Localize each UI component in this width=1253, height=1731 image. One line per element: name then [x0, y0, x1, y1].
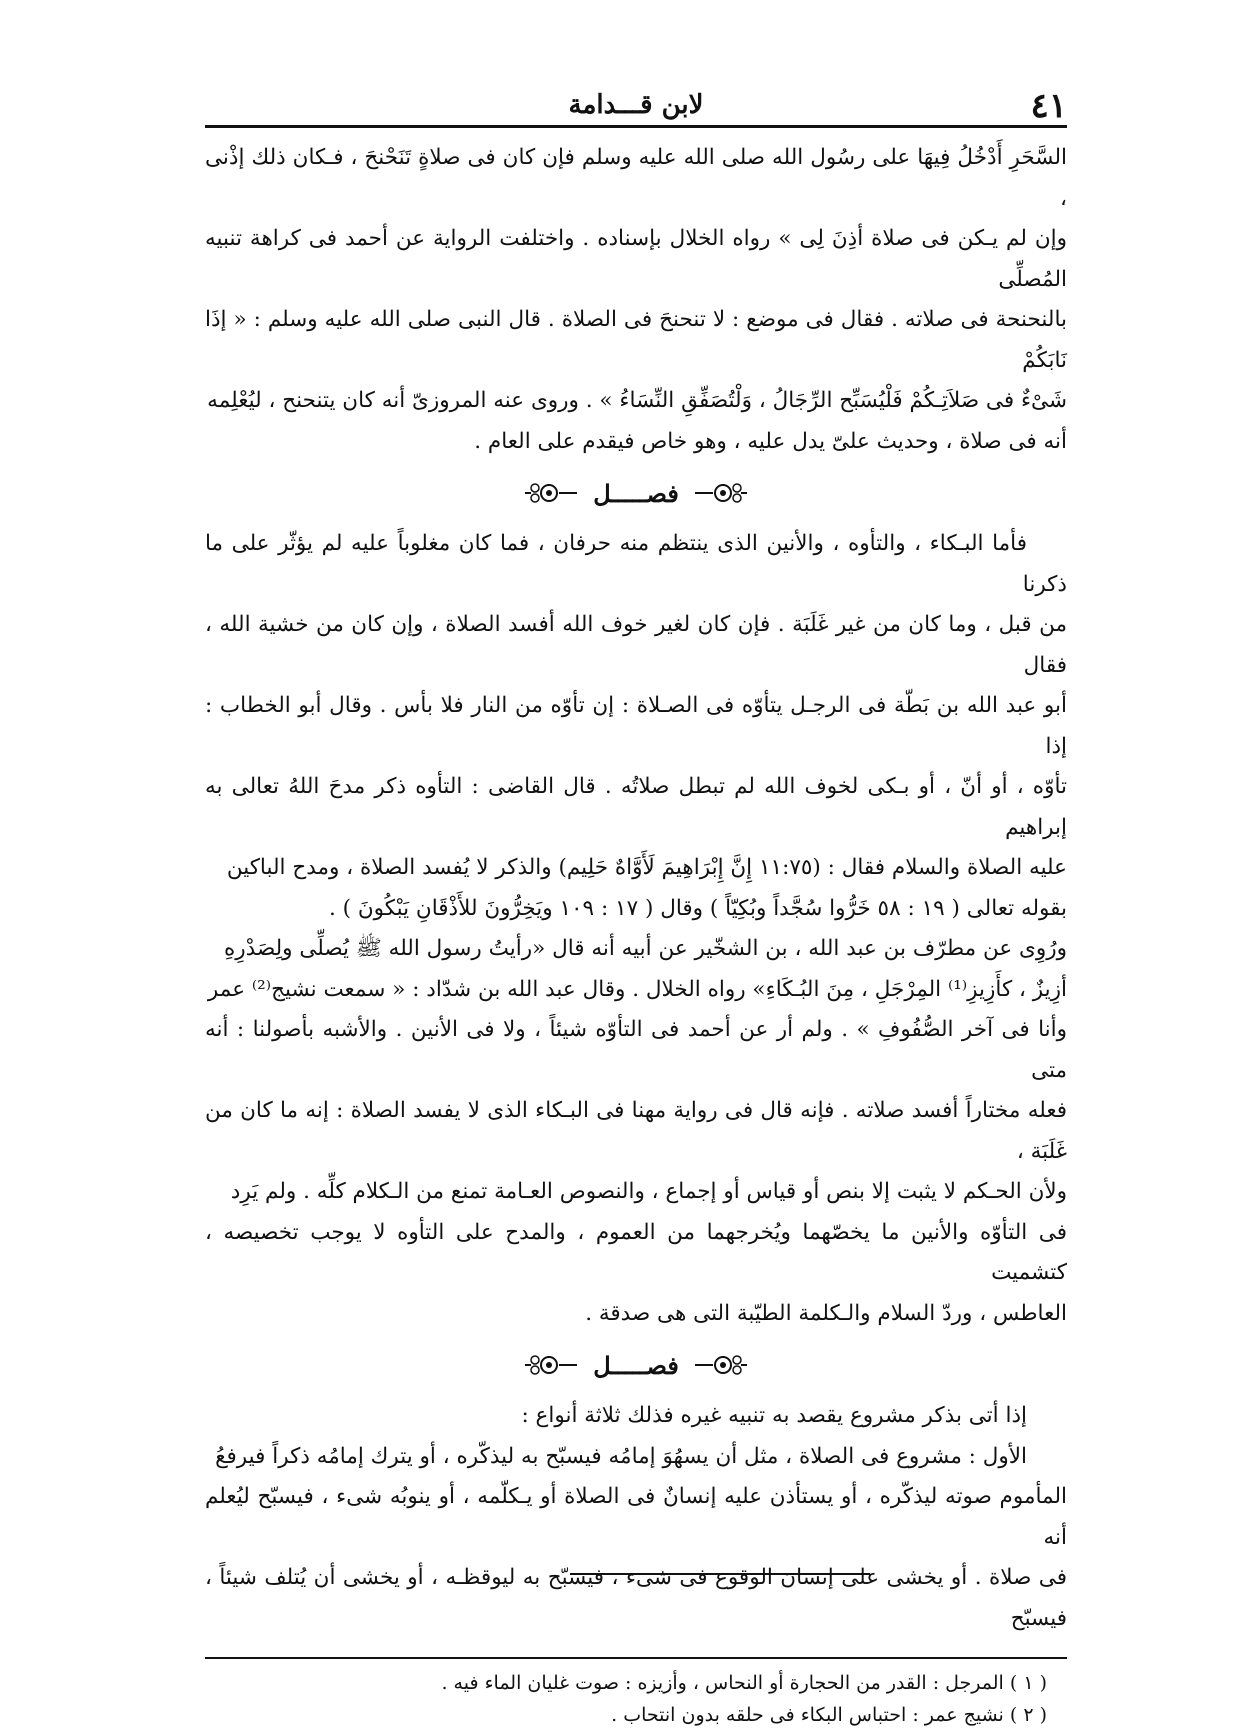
- page: [205, 70, 1067, 1731]
- text-line: العاطس ، وردّ السلام والـكلمة الطيّبة التى هى صدقة .: [585, 1300, 1067, 1326]
- page-header: [205, 70, 1067, 130]
- text-line: المأموم صوته ليذكّره ، أو يستأذن عليه إنسانٌ فى الصلاة أو يـكلّمه ، أو ينوبُه شىء ، فيسبّح ليُعلم أنه: [205, 1484, 1067, 1550]
- text-line: وإن لم يـكن فى صلاة أذِنَ لِى » رواه الخلال بإسناده . واختلفت الرواية عن أحمد فى كراهة تنبيه المُصلِّى: [205, 226, 1067, 292]
- ornament-icon: [693, 482, 749, 504]
- text-line: ورُوِى عن مطرّف بن عبد الله ، بن الشخّير عن أبيه أنه قال «رأيتُ رسول الله ﷺ يُصلِّى ولِصَدْرِهِ: [224, 936, 1067, 961]
- text-line: الأول : مشروع فى الصلاة ، مثل أن يسهُوَ إمامُه فيسبّح به ليذكّره ، أو يترك إمامُه ذكراً فيرفعُ: [215, 1443, 1027, 1469]
- text-line: السَّحَرِ أَدْخُلُ فِيهَا على رسُول الله صلى الله عليه وسلم فإن كان فى صلاةٍ تَنَحْنحَ ، فـكان ذلك إذْنى ،: [205, 145, 1067, 211]
- bottom-rule: [570, 1573, 870, 1575]
- footnote: ( ١ ) المرجل : القدر من الحجارة أو النحاس ، وأزيزه : صوت غليان الماء فيه .: [441, 1672, 1047, 1694]
- text-line: عليه الصلاة والسلام فقال : (١١:٧٥ إِنَّ إِبْرَاهِيمَ لَأَوَّاهٌ حَلِيم) والذكر لا يُفسد الصلاة ، ومدح الباكين: [226, 855, 1067, 880]
- text-line: بقوله تعالى ( ١٩ : ٥٨ خَرُّوا سُجَّداً وبُكِيّاً ) وقال ( ١٧ : ١٠٩ ويَخِرُّونَ للأَذْقَانِ يَبْكُونَ ) .: [328, 895, 1067, 921]
- text-line: فعله مختاراً أفسد صلاته . فإنه قال فى رواية مهنا فى البـكاء الذى لا يفسد الصلاة : إنه ما كان من غَلَبَة ،: [205, 1098, 1067, 1164]
- text-line: بالنحنحة فى صلاته . فقال فى موضع : لا تنحنحَ فى الصلاة . قال النبى صلى الله عليه وسلم : « إذَا نَابَكُمْ: [205, 307, 1067, 373]
- text-line: من قبل ، وما كان من غير غَلَبَة . فإن كان لغير خوف الله أفسد الصلاة ، وإن كان من خشية الله ، فقال: [205, 612, 1067, 678]
- section-2: [205, 524, 1067, 1334]
- text-line: فى التأوّه والأنين ما يخصّهما ويُخرجهما من العموم ، والمدح على التأوه لا يوجب تخصيصه ، كتشميت: [205, 1219, 1067, 1285]
- text-line: ولأن الحـكم لا يثبت إلا بنص أو قياس أو إجماع ، والنصوص العـامة تمنع من الـكلام كلِّه . ولم يَرِد: [230, 1179, 1067, 1204]
- ornament-icon: [693, 1354, 749, 1376]
- section-divider: [205, 462, 1067, 524]
- section-heading: فصـــــل: [593, 1350, 679, 1380]
- section-heading: فصـــــل: [593, 478, 679, 508]
- text-line: أبو عبد الله بن بَطّة فى الرجـل يتأوّه فى الصـلاة : إن تأوّه من النار فلا بأس . وقال أبو الخطاب : إذا: [205, 693, 1067, 759]
- section-divider: [205, 1334, 1067, 1396]
- text-line: أنه فى صلاة ، وحديث علىّ يدل عليه ، وهو خاص فيقدم على العام .: [474, 428, 1067, 454]
- footnotes: [205, 1667, 1067, 1731]
- footnote-rule: [205, 1657, 1067, 1659]
- text-line: وأنا فى آخر الصُّفُوفِ » . ولم أر عن أحمد فى التأوّه شيئاً ، ولا فى الأنين . والأشبه بأصولنا : أنه متى: [205, 1017, 1067, 1083]
- text-line: شَىْءٌ فى صَلاَتِـكُمْ فَلْيُسَبِّح الرِّجَالُ ، وَلْتُصَفِّقِ النِّسَاءُ » . وروى عنه المروزىّ أنه كان يتنحنح ، ليُعْلِمه: [207, 388, 1067, 413]
- section-1: [205, 138, 1067, 462]
- footnote: ( ٢ ) نشيج عمر : احتباس البكاء فى حلقه بدون انتحاب .: [611, 1704, 1047, 1726]
- text-line: أزِيزٌ ، كأَزِيزِ⁽¹⁾ المِرْجَلِ ، مِنَ البُـكَاءِ» رواه الخلال . وقال عبد الله بن شدّاد : « سمعت نشيج⁽²⁾ عمر: [207, 976, 1067, 1002]
- ornament-icon: [523, 482, 579, 504]
- page-number: ٤١: [1030, 86, 1067, 126]
- section-3: [205, 1396, 1067, 1639]
- running-title: لابن قـــدامة: [568, 90, 704, 120]
- ornament-icon: [523, 1354, 579, 1376]
- text-line: فى صلاة . أو يخشى على إنسان الوقوع فى شىء ، فيسبّح به ليوقظـه ، أو يخشى أن يُتلف شيئاً ، فيسبّح: [205, 1565, 1067, 1631]
- text-line: تأوّه ، أو أنّ ، أو بـكى لخوف الله لم تبطل صلاتُه . قال القاضى : التأوه ذكر مدحَ اللهُ تعالى به إبراهيم: [205, 774, 1067, 840]
- text-line: فأما البـكاء ، والتأوه ، والأنين الذى ينتظم منه حرفان ، فما كان مغلوباً عليه لم يؤثّر على ما ذكرنا: [205, 531, 1067, 597]
- text-line: إذا أتى بذكر مشروع يقصد به تنبيه غيره فذلك ثلاثة أنواع :: [521, 1403, 1027, 1428]
- header-rule: [205, 125, 1067, 128]
